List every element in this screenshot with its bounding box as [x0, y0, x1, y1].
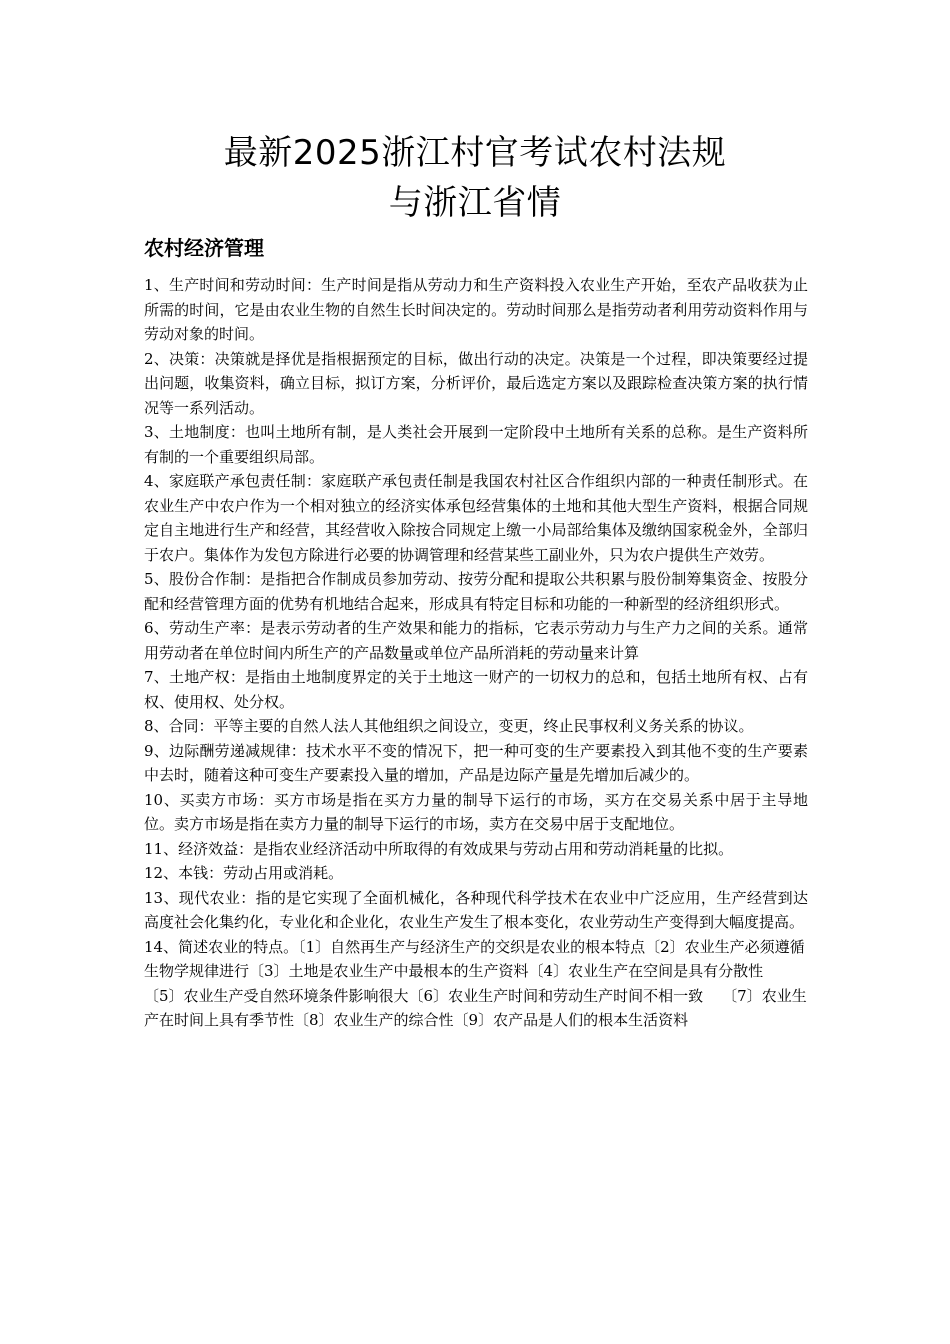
document-title-line-2: 与浙江省情	[388, 183, 562, 223]
list-item-4: 4、家庭联产承包责任制：家庭联产承包责任制是我国农村社区合作组织内部的一种责任制形式。在农业生产中农户作为一个相对独立的经济实体承包经营集体的土地和其他大型生产资料，根据合同规定自主地进行生产和经营，其经营收入除按合同规定上缴一小局部给集体及缴纳国家税金外，全部归于农户。集体作为发包方除进行必要的协调管理和经营某些工副业外，只为农户提供生产效劳。	[144, 472, 808, 564]
list-item-6: 6、劳动生产率：是表示劳动者的生产效果和能力的指标，它表示劳动力与生产力之间的关系。通常用劳动者在单位时间内所生产的产品数量或单位产品所消耗的劳动量来计算	[144, 619, 808, 662]
list-item-9: 9、边际酬劳递减规律：技术水平不变的情况下，把一种可变的生产要素投入到其他不变的生产要素中去时，随着这种可变生产要素投入量的增加，产品是边际产量是先增加后减少的。	[144, 741, 808, 784]
list-item-3: 3、土地制度：也叫土地所有制，是人类社会开展到一定阶段中土地所有关系的总称。是生产资料所有制的一个重要组织局部。	[144, 423, 808, 466]
list-item-1: 1、生产时间和劳动时间：生产时间是指从劳动力和生产资料投入农业生产开始，至农产品收获为止所需的时间，它是由农业生物的自然生长时间决定的。劳动时间那么是指劳动者利用劳动资料作用与劳动对象的时间。	[144, 276, 808, 343]
list-item-14: 14、简述农业的特点。〔1〕自然再生产与经济生产的交织是农业的根本特点〔2〕农业生产必须遵循生物学规律进行〔3〕土地是农业生产中最根本的生产资料〔4〕农业生产在空间是具有分散性 〔5〕农业生产受自然环境条件影响很大〔6〕农业生产时间和劳动生产时间不相一致 〔7〕农业生产在时间上具有季节性〔8〕农业生产的综合性〔9〕农产品是人们的根本生活资料	[144, 937, 821, 1029]
list-item-7: 7、土地产权：是指由土地制度界定的关于土地这一财产的一切权力的总和，包括土地所有权、占有权、使用权、处分权。	[144, 668, 808, 711]
list-item-11: 11、经济效益：是指农业经济活动中所取得的有效成果与劳动占用和劳动消耗量的比拟。	[144, 839, 734, 858]
document-title-line-1: 最新2025浙江村官考试农村法规	[223, 133, 727, 173]
list-item-13: 13、现代农业：指的是它实现了全面机械化，各种现代科学技术在农业中广泛应用，生产经营到达高度社会化集约化，专业化和企业化，农业生产发生了根本变化，农业劳动生产变得到大幅度提高。	[144, 888, 808, 931]
list-item-10: 10、买卖方市场：买方市场是指在买方力量的制导下运行的市场，买方在交易关系中居于主导地位。卖方市场是指在卖方力量的制导下运行的市场，卖方在交易中居于支配地位。	[144, 790, 808, 833]
list-item-5: 5、股份合作制：是指把合作制成员参加劳动、按劳分配和提取公共积累与股份制筹集资金、按股分配和经营管理方面的优势有机地结合起来，形成具有特定目标和功能的一种新型的经济组织形式。	[144, 570, 808, 613]
section-heading: 农村经济管理	[144, 236, 264, 260]
list-item-2: 2、决策：决策就是择优是指根据预定的目标，做出行动的决定。决策是一个过程，即决策要经过提出问题，收集资料，确立目标，拟订方案，分析评价，最后选定方案以及跟踪检查决策方案的执行情况等一系列活动。	[144, 349, 808, 417]
list-item-8: 8、合同：平等主要的自然人法人其他组织之间设立，变更，终止民事权利义务关系的协议。	[144, 717, 754, 735]
document-body	[144, 273, 821, 1033]
list-item-12: 12、本钱：劳动占用或消耗。	[144, 864, 344, 882]
